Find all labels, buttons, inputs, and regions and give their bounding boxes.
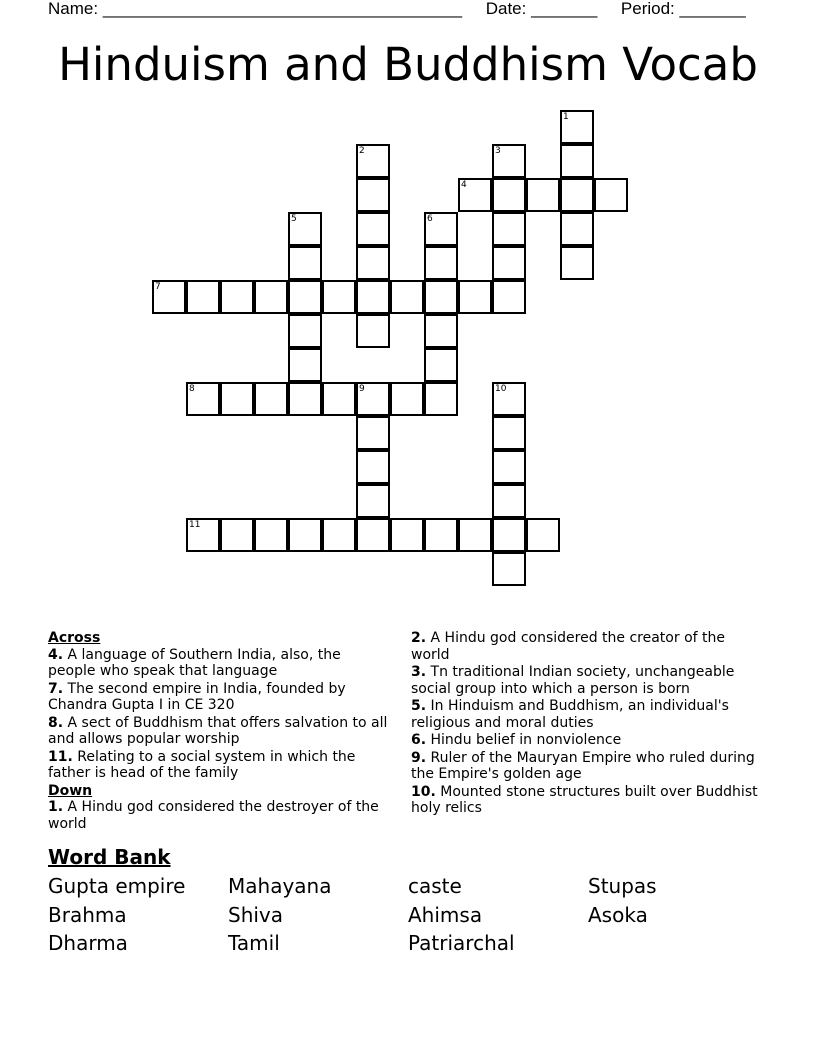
clue-number: 10 xyxy=(495,384,507,394)
crossword-cell[interactable] xyxy=(322,382,356,416)
crossword-cell[interactable] xyxy=(288,348,322,382)
clue-number: 3 xyxy=(495,146,501,156)
down-clue-list xyxy=(48,799,388,832)
crossword-cell[interactable] xyxy=(288,246,322,280)
clue-item xyxy=(411,698,761,731)
page-title: Hinduism and Buddhism Vocab xyxy=(58,38,758,91)
crossword-cell[interactable] xyxy=(254,280,288,314)
word-bank-item: Stupas xyxy=(588,874,657,898)
word-bank-item: caste xyxy=(408,874,462,898)
crossword-cell[interactable] xyxy=(288,382,322,416)
word-bank-title: Word Bank xyxy=(48,845,171,869)
crossword-cell[interactable] xyxy=(560,110,594,144)
crossword-cell[interactable] xyxy=(492,212,526,246)
crossword-cell[interactable] xyxy=(492,484,526,518)
clue-item xyxy=(48,681,388,714)
date-blank[interactable]: _______ xyxy=(531,0,598,18)
clue-number: 2 xyxy=(359,146,365,156)
crossword-cell[interactable] xyxy=(288,314,322,348)
clues-left-column xyxy=(48,630,388,833)
crossword-cell[interactable] xyxy=(424,246,458,280)
crossword-cell[interactable] xyxy=(356,382,390,416)
crossword-cell[interactable] xyxy=(152,280,186,314)
crossword-cell[interactable] xyxy=(322,518,356,552)
crossword-cell[interactable] xyxy=(492,382,526,416)
crossword-cell[interactable] xyxy=(356,178,390,212)
word-bank-item: Ahimsa xyxy=(408,902,483,927)
clue-item xyxy=(48,647,388,680)
crossword-cell[interactable] xyxy=(560,212,594,246)
crossword-cell[interactable] xyxy=(220,518,254,552)
crossword-cell[interactable] xyxy=(458,280,492,314)
crossword-cell[interactable] xyxy=(492,416,526,450)
word-bank-item: Mahayana xyxy=(228,874,332,898)
crossword-cell[interactable] xyxy=(186,518,220,552)
clue-item-number: 7. xyxy=(48,680,64,697)
crossword-cell[interactable] xyxy=(458,178,492,212)
crossword-cell[interactable] xyxy=(390,280,424,314)
crossword-cell[interactable] xyxy=(254,382,288,416)
name-blank[interactable]: ______________________________________ xyxy=(102,0,463,18)
clue-item-number: 6. xyxy=(411,732,427,748)
clue-number: 6 xyxy=(427,214,433,224)
clue-item-number: 11. xyxy=(48,748,73,765)
word-bank-item: Dharma xyxy=(48,931,128,955)
crossword-cell[interactable] xyxy=(458,518,492,552)
crossword-cell[interactable] xyxy=(594,178,628,212)
clue-item-number: 4. xyxy=(48,646,64,663)
clue-number: 5 xyxy=(291,214,297,224)
crossword-cell[interactable] xyxy=(322,280,356,314)
crossword-cell[interactable] xyxy=(254,518,288,552)
word-bank-item: Asoka xyxy=(588,902,648,927)
clue-item-text: A language of Southern India, also, the people who speak that language xyxy=(48,646,341,679)
crossword-cell[interactable] xyxy=(220,382,254,416)
clue-item-text: Mounted stone structures built over Buddhist holy relics xyxy=(411,783,758,816)
clue-item-text: A Hindu god considered the creator of the world xyxy=(411,630,725,663)
word-bank-item: Patriarchal xyxy=(408,931,515,955)
crossword-cell[interactable] xyxy=(560,178,594,212)
crossword-cell[interactable] xyxy=(356,484,390,518)
crossword-cell[interactable] xyxy=(356,314,390,348)
clue-item-number: 8. xyxy=(48,714,64,731)
crossword-cell[interactable] xyxy=(288,518,322,552)
clue-item-number: 5. xyxy=(411,698,427,714)
crossword-cell[interactable] xyxy=(356,416,390,450)
name-label: Name: xyxy=(48,0,99,18)
clue-item xyxy=(411,664,761,697)
clue-item-text: A Hindu god considered the destroyer of the world xyxy=(48,799,379,832)
crossword-cell[interactable] xyxy=(356,280,390,314)
clue-item xyxy=(411,630,761,663)
clue-item xyxy=(48,799,388,832)
crossword-cell[interactable] xyxy=(288,212,322,246)
crossword-cell[interactable] xyxy=(356,450,390,484)
word-bank-item: Tamil xyxy=(228,931,280,955)
word-bank-item: Gupta empire xyxy=(48,874,186,898)
date-label: Date: xyxy=(485,0,527,18)
period-label: Period: xyxy=(620,0,675,18)
crossword-cell[interactable] xyxy=(390,382,424,416)
crossword-cell[interactable] xyxy=(356,144,390,178)
crossword-cell[interactable] xyxy=(186,280,220,314)
clue-item-number: 3. xyxy=(411,664,427,680)
crossword-cell[interactable] xyxy=(424,348,458,382)
clue-number: 7 xyxy=(155,282,161,292)
clue-item xyxy=(411,784,761,817)
clue-item-number: 2. xyxy=(411,630,427,646)
clue-item-number: 9. xyxy=(411,749,427,766)
crossword-cell[interactable] xyxy=(492,450,526,484)
clue-number: 9 xyxy=(359,384,365,394)
crossword-cell[interactable] xyxy=(492,552,526,586)
crossword-cell[interactable] xyxy=(356,212,390,246)
clue-item xyxy=(411,750,761,783)
word-bank-item: Brahma xyxy=(48,902,127,927)
crossword-cell[interactable] xyxy=(356,518,390,552)
crossword-cell[interactable] xyxy=(220,280,254,314)
crossword-cell[interactable] xyxy=(560,144,594,178)
crossword-cell[interactable] xyxy=(424,382,458,416)
word-bank-item: Shiva xyxy=(228,902,284,927)
crossword-cell[interactable] xyxy=(492,144,526,178)
clue-number: 11 xyxy=(189,520,201,530)
clue-item-number: 1. xyxy=(48,799,64,815)
down-heading: Down xyxy=(48,782,93,799)
clue-item-text: Tn traditional Indian society, unchangeable social group into which a person is born xyxy=(411,664,735,697)
crossword-cell[interactable] xyxy=(526,178,560,212)
clues-right-column xyxy=(411,630,761,818)
word-bank xyxy=(48,872,768,958)
clue-item xyxy=(48,715,388,748)
crossword-cell[interactable] xyxy=(526,518,560,552)
clue-item-text: Hindu belief in nonviolence xyxy=(426,732,622,748)
across-clue-list xyxy=(48,647,388,782)
clue-item-number: 10. xyxy=(411,783,436,800)
clue-item-text: The second empire in India, founded by Chandra Gupta I in CE 320 xyxy=(48,680,346,713)
crossword-cell[interactable] xyxy=(492,280,526,314)
down-clue-list-continued xyxy=(411,630,761,817)
crossword-cell[interactable] xyxy=(186,382,220,416)
crossword-cell[interactable] xyxy=(288,280,322,314)
crossword-cell[interactable] xyxy=(424,518,458,552)
crossword-cell[interactable] xyxy=(424,314,458,348)
clue-item-text: A sect of Buddhism that offers salvation to all and allows popular worship xyxy=(48,714,388,747)
clue-item xyxy=(411,732,761,749)
clue-item-text: Ruler of the Mauryan Empire who ruled during the Empire's golden age xyxy=(411,749,755,782)
clue-item-text: Relating to a social system in which the father is head of the family xyxy=(48,748,356,781)
across-heading: Across xyxy=(48,630,101,646)
crossword-cell[interactable] xyxy=(492,178,526,212)
clue-item-text: In Hinduism and Buddhism, an individual's religious and moral duties xyxy=(411,698,729,731)
crossword-cell[interactable] xyxy=(424,212,458,246)
crossword-cell[interactable] xyxy=(424,280,458,314)
clue-number: 8 xyxy=(189,384,195,394)
crossword-cell[interactable] xyxy=(492,246,526,280)
period-blank[interactable]: _______ xyxy=(679,0,746,18)
clue-number: 1 xyxy=(563,112,569,122)
crossword-cell[interactable] xyxy=(492,518,526,552)
crossword-cell[interactable] xyxy=(356,246,390,280)
clue-item xyxy=(48,749,388,782)
crossword-cell[interactable] xyxy=(560,246,594,280)
clue-number: 4 xyxy=(461,180,467,190)
crossword-cell[interactable] xyxy=(390,518,424,552)
